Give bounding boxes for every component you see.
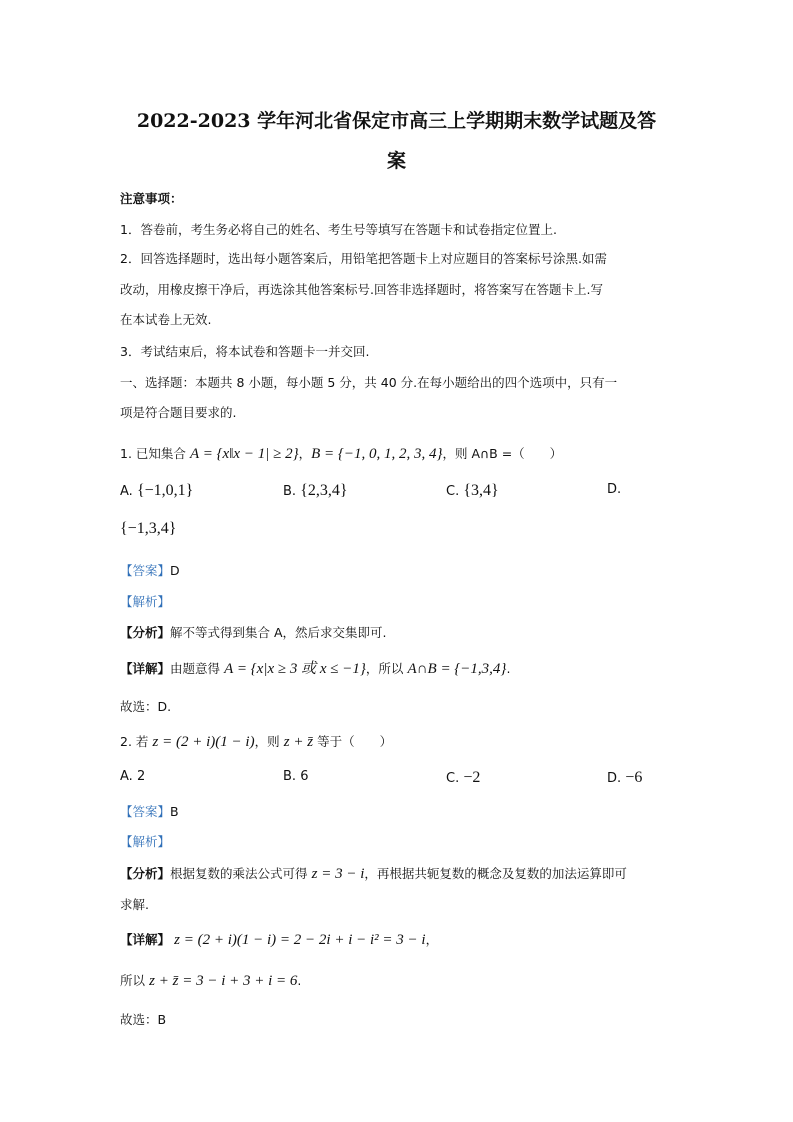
q2-option-a-label: A.: [120, 769, 133, 784]
q2-option-a: [120, 769, 145, 784]
q1-option-b-value: {2,3,4}: [300, 482, 348, 499]
q1-option-c-value: {3,4}: [463, 482, 499, 499]
q2-option-c-label: C.: [446, 771, 460, 786]
q2-so-pre: 所以: [120, 973, 146, 988]
q2-so: [120, 971, 301, 990]
q1-option-a: [120, 482, 193, 500]
q1-conclusion: 故选：D.: [120, 699, 172, 714]
q2-option-d-label: D.: [607, 771, 622, 786]
q1-option-d: [607, 482, 621, 497]
notice-item-1: 1．答卷前，考生务必将自己的姓名、考生号等填写在答题卡和试卷指定位置上.: [120, 222, 557, 237]
q2-ask: 等于（ ）: [317, 734, 393, 749]
q2-fenxi-line1: [120, 864, 627, 883]
q1-stem: [120, 444, 562, 463]
section1-line2: 项是符合题目要求的.: [120, 405, 237, 420]
q2-option-b-label: B.: [283, 769, 297, 784]
notice-item-2-line3: 在本试卷上无效.: [120, 312, 212, 327]
q1-set-a: A = {x‖x − 1| ≥ 2}: [190, 446, 299, 462]
q1-xiangjie-tag: 【详解】: [120, 661, 171, 676]
page-title-line2: 案: [386, 150, 406, 172]
q2-fenxi-pre: 根据复数的乘法公式可得: [170, 866, 308, 881]
q1-xiangjie: [120, 657, 510, 678]
q1-xiangjie-math1: A = {x|x ≥ 3 或 x ≤ −1}: [224, 661, 366, 677]
q2-mid: ，则: [254, 734, 280, 749]
q2-xiangjie-math: z = (2 + i)(1 − i) = 2 − 2i + i − i² = 3 − i: [174, 932, 426, 948]
q2-fenxi-math: z = 3 − i: [311, 866, 365, 882]
q1-answer: [120, 561, 180, 579]
q1-answer-tag: 【答案】: [120, 563, 171, 578]
notice-item-2-line2: 改动，用橡皮擦干净后，再选涂其他答案标号.回答非选择题时，将答案写在答题卡上.写: [120, 282, 603, 297]
q1-xiangjie-math2: A∩B = {−1,3,4}: [407, 661, 507, 677]
q1-option-c-label: C.: [446, 484, 460, 499]
q2-option-d: [607, 769, 642, 787]
q2-fenxi-post: ，再根据共轭复数的概念及复数的加法运算即可: [364, 866, 627, 881]
section1-line1: 一、选择题：本题共 8 小题，每小题 5 分，共 40 分.在每小题给出的四个选项中，只有一: [120, 375, 618, 390]
q1-analysis-tag: 【解析】: [120, 594, 171, 609]
q1-option-b-label: B.: [283, 484, 297, 499]
q2-answer-value: B: [170, 804, 179, 819]
q2-option-c-value: −2: [463, 769, 481, 786]
notice-item-2-line1: 2．回答选择题时，选出每小题答案后，用铅笔把答题卡上对应题目的答案标号涂黑.如需: [120, 251, 607, 266]
q2-prefix: 2. 若: [120, 734, 149, 749]
q1-option-c: [446, 482, 499, 500]
notice-item-3: 3．考试结束后，将本试卷和答题卡一并交回.: [120, 344, 370, 359]
notice-heading: 注意事项：: [120, 191, 183, 206]
q2-so-math: z + z̄ = 3 − i + 3 + i = 6: [149, 973, 298, 989]
q1-xiangjie-pre: 由题意得: [170, 661, 221, 676]
q1-prefix: 1. 已知集合: [120, 446, 186, 461]
q2-fenxi-line2: 求解.: [120, 897, 149, 912]
q2-answer-tag: 【答案】: [120, 804, 171, 819]
q1-ask: ，则 A∩B =（ ）: [442, 446, 563, 461]
q1-option-d-value-line: [120, 520, 176, 538]
q1-option-d-label: D.: [607, 482, 622, 497]
q1-fenxi-text: 解不等式得到集合 A，然后求交集即可.: [170, 625, 387, 640]
q1-fenxi: [120, 623, 387, 641]
page-title-line1: 2022-2023 学年河北省保定市高三上学期期末数学试题及答: [136, 110, 657, 132]
q2-xiangjie: [120, 930, 438, 949]
q1-option-d-value: {−1,3,4}: [120, 520, 177, 537]
q2-xiangjie-tag: 【详解】: [120, 932, 171, 947]
q1-option-a-value: {−1,0,1}: [136, 482, 194, 499]
q2-so-end: .: [297, 973, 302, 988]
q2-option-c: [446, 769, 480, 787]
q1-set-b: B = {−1, 0, 1, 2, 3, 4}: [311, 446, 443, 462]
q2-xiangjie-end: ，: [425, 932, 439, 947]
q2-option-a-value: 2: [136, 769, 146, 784]
q2-option-d-value: −6: [625, 769, 643, 786]
q1-sep: ，: [298, 446, 312, 461]
q1-xiangjie-mid: ，所以: [365, 661, 404, 676]
q2-fenxi-tag: 【分析】: [120, 866, 171, 881]
q1-fenxi-tag: 【分析】: [120, 625, 171, 640]
q1-xiangjie-end: .: [506, 661, 511, 676]
q2-answer: [120, 802, 179, 820]
q2-conclusion: 故选：B: [120, 1012, 167, 1027]
q2-analysis-tag: 【解析】: [120, 834, 171, 849]
q2-option-b: [283, 769, 308, 784]
q1-option-a-label: A.: [120, 484, 133, 499]
q2-expr2: z + z̄: [283, 734, 314, 750]
q2-stem: [120, 732, 392, 751]
q1-answer-value: D: [170, 563, 180, 578]
q2-option-b-value: 6: [300, 769, 309, 784]
q2-expr: z = (2 + i)(1 − i): [152, 734, 255, 750]
q1-option-b: [283, 482, 348, 500]
